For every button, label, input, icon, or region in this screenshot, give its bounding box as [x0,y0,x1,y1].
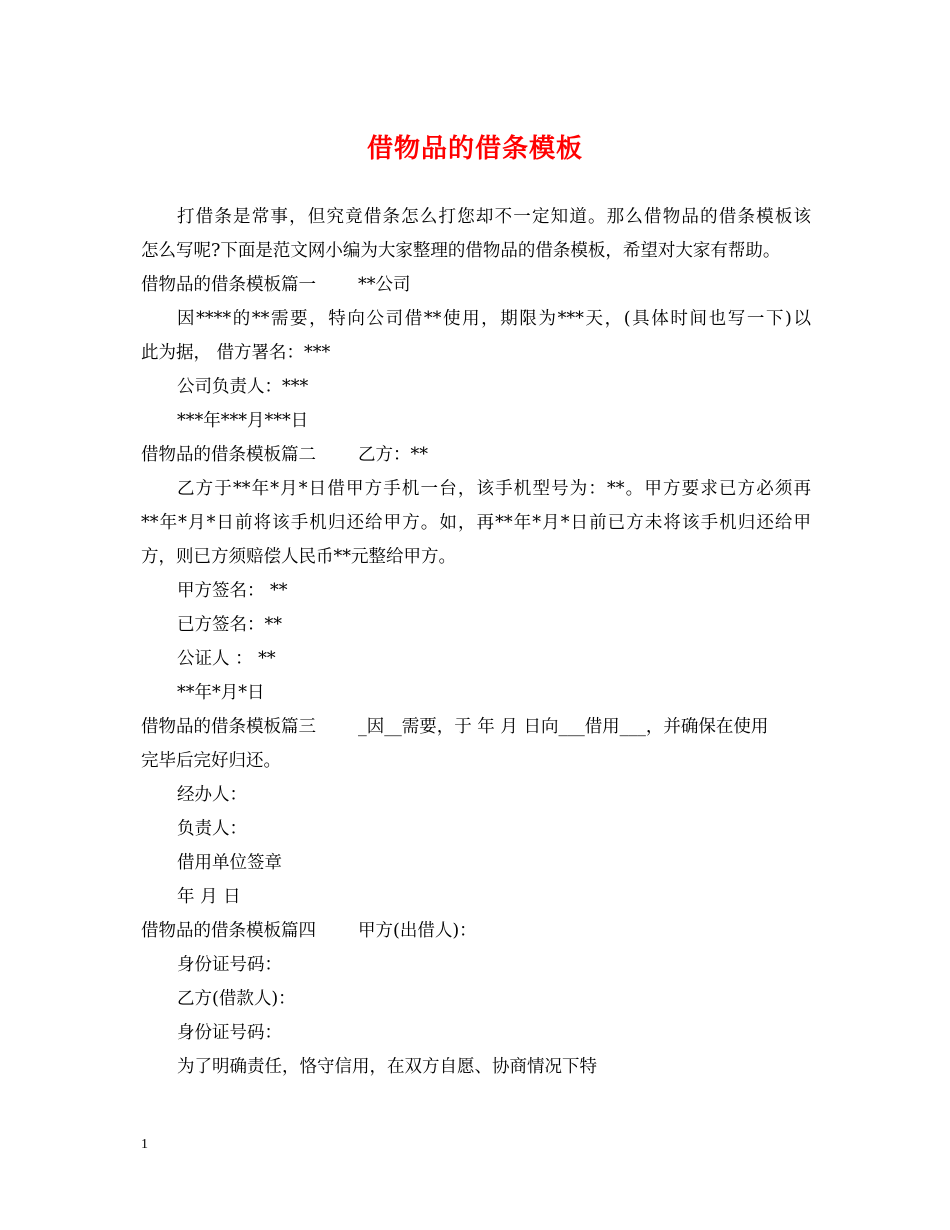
section2-line-1: 乙方于**年*月*日借甲方手机一台，该手机型号为：**。甲方要求已方必须再 [177,479,811,499]
section1-heading-line [141,268,811,302]
section3-heading-line [141,710,811,744]
section2-heading-line [141,438,811,472]
section1-line-2: 此为据， 借方署名：*** [141,343,331,363]
section2-line-7: **年*月*日 [177,683,265,703]
section3-line-3: 负责人： [177,819,247,839]
section2-line-3: 方，则已方须赔偿人民币**元整给甲方。 [141,547,456,567]
page-number: 1 [141,1137,148,1152]
section3-line-2: 经办人： [177,785,247,805]
section1-line-4: ***年***月***日 [177,411,309,431]
section4-line-1: 身份证号码： [177,955,282,975]
section2-line-5: 已方签名：** [177,615,282,635]
document-body [141,200,811,1084]
section1-heading: 借物品的借条模板篇一 [141,275,316,295]
section3-line-4: 借用单位签章 [177,853,282,873]
intro-line-1: 打借条是常事，但究竟借条怎么打您却不一定知道。那么借物品的借条模板该 [177,207,811,227]
section2-line-6: 公证人 ： ** [177,649,276,669]
section1-heading-tail: **公司 [358,275,411,295]
section4-heading-line [141,914,811,948]
section3-heading: 借物品的借条模板篇三 [141,717,316,737]
section3-heading-tail: _因__需要，于 年 月 日向___借用___，并确保在使用 [358,717,769,737]
section3-line-5: 年 月 日 [177,887,241,907]
section4-line-4: 为了明确责任，恪守信用，在双方自愿、协商情况下特 [177,1057,597,1077]
section2-heading-tail: 乙方：** [358,445,428,465]
document-title: 借物品的借条模板 [366,134,583,164]
section1-line-3: 公司负责人：*** [177,377,309,397]
section4-heading: 借物品的借条模板篇四 [141,921,316,941]
section4-heading-tail: 甲方(出借人)： [358,921,477,941]
section2-heading: 借物品的借条模板篇二 [141,445,316,465]
section3-line-1: 完毕后完好归还。 [141,751,281,771]
intro-line-2: 怎么写呢?下面是范文网小编为大家整理的借物品的借条模板，希望对大家有帮助。 [141,241,781,261]
section2-line-2: **年*月*日前将该手机归还给甲方。如，再**年*月*日前已方未将该手机归还给甲 [141,513,811,533]
section1-line-1: 因****的**需要，特向公司借**使用，期限为***天，(具体时间也写一下)以 [177,309,811,329]
section2-line-4: 甲方签名： ** [177,581,288,601]
section4-line-2: 乙方(借款人)： [177,989,296,1009]
section4-line-3: 身份证号码： [177,1023,282,1043]
